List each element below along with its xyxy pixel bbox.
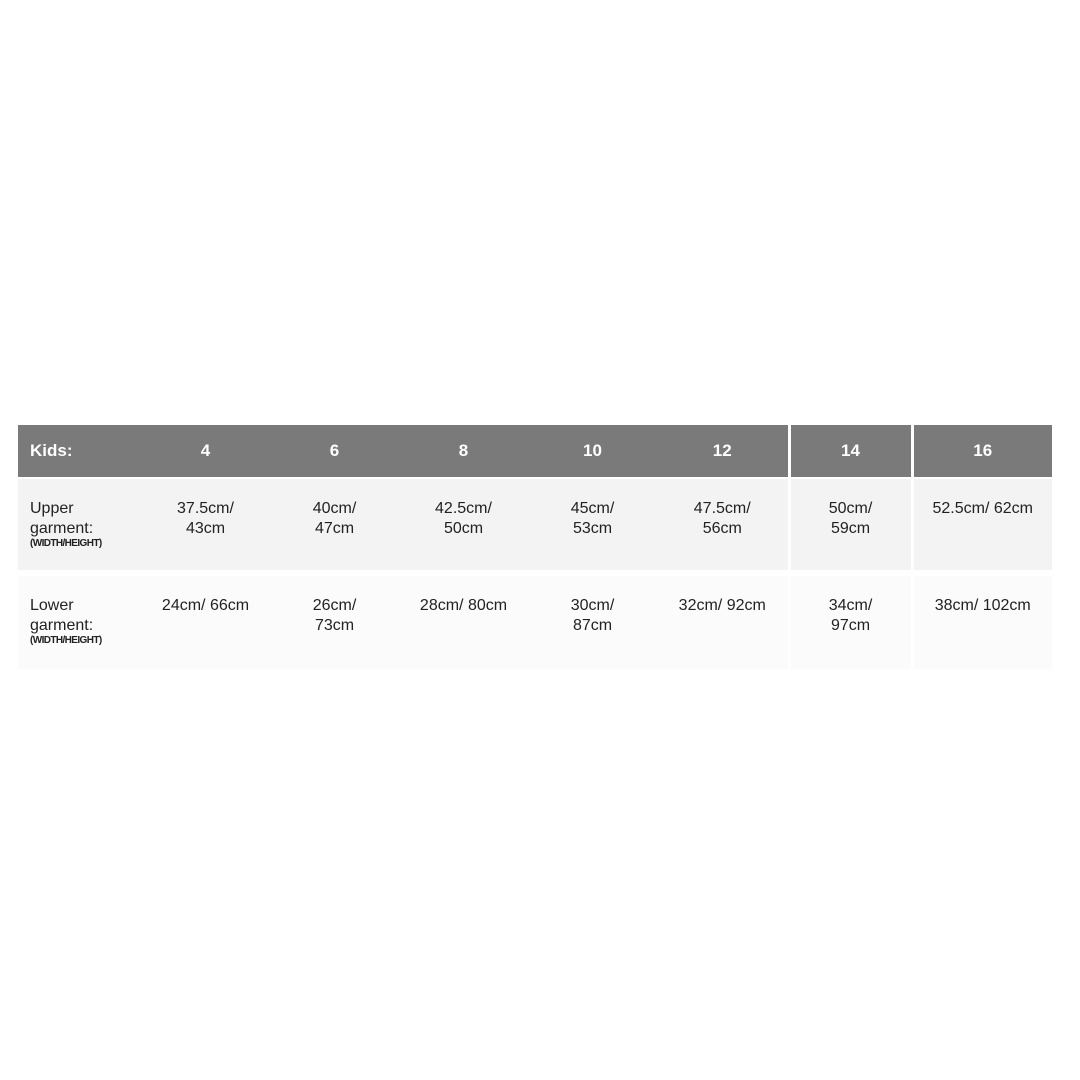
table-cell bbox=[141, 573, 270, 669]
size-header-4: 4 bbox=[141, 425, 270, 478]
table-cell bbox=[270, 478, 399, 573]
table-cell bbox=[912, 573, 1052, 669]
cell-value: 42.5cm/ 50cm bbox=[435, 500, 492, 537]
table-row-lower-garment bbox=[18, 573, 1052, 669]
table-row-upper-garment bbox=[18, 478, 1052, 573]
cell-value: 37.5cm/ 43cm bbox=[177, 500, 234, 537]
size-header-12: 12 bbox=[657, 425, 789, 478]
row-label: Upper garment: bbox=[30, 500, 94, 537]
cell-value: 30cm/ 87cm bbox=[570, 597, 615, 634]
cell-value: 34cm/ 97cm bbox=[828, 597, 873, 634]
size-header-8: 8 bbox=[399, 425, 528, 478]
size-chart bbox=[18, 425, 1052, 669]
row-label-note: (WIDTH/HEIGHT) bbox=[30, 538, 102, 549]
cell-value: 24cm/ 66cm bbox=[161, 597, 250, 614]
cell-value: 28cm/ 80cm bbox=[419, 597, 508, 614]
row-label-cell bbox=[18, 478, 141, 573]
table-cell bbox=[399, 573, 528, 669]
table-cell bbox=[789, 573, 912, 669]
cell-value: 47.5cm/ 56cm bbox=[693, 500, 751, 537]
table-cell bbox=[789, 478, 912, 573]
table-cell bbox=[657, 478, 789, 573]
size-chart-table bbox=[18, 425, 1052, 669]
cell-value: 50cm/ 59cm bbox=[828, 500, 873, 537]
table-cell bbox=[141, 478, 270, 573]
size-header-6: 6 bbox=[270, 425, 399, 478]
table-cell bbox=[528, 573, 657, 669]
cell-value: 52.5cm/ 62cm bbox=[932, 500, 1033, 517]
row-label: Lower garment: bbox=[30, 597, 94, 634]
table-cell bbox=[657, 573, 789, 669]
header-row bbox=[18, 425, 1052, 478]
cell-value: 32cm/ 92cm bbox=[678, 597, 766, 614]
cell-value: 26cm/ 73cm bbox=[312, 597, 357, 634]
size-header-10: 10 bbox=[528, 425, 657, 478]
cell-value: 38cm/ 102cm bbox=[934, 597, 1031, 614]
header-label: Kids: bbox=[18, 425, 141, 478]
table-cell bbox=[528, 478, 657, 573]
cell-value: 40cm/ 47cm bbox=[312, 500, 357, 537]
row-label-note: (WIDTH/HEIGHT) bbox=[30, 635, 102, 646]
size-header-16: 16 bbox=[912, 425, 1052, 478]
table-cell bbox=[399, 478, 528, 573]
table-cell bbox=[912, 478, 1052, 573]
row-label-cell bbox=[18, 573, 141, 669]
table-cell bbox=[270, 573, 399, 669]
size-header-14: 14 bbox=[789, 425, 912, 478]
cell-value: 45cm/ 53cm bbox=[570, 500, 615, 537]
